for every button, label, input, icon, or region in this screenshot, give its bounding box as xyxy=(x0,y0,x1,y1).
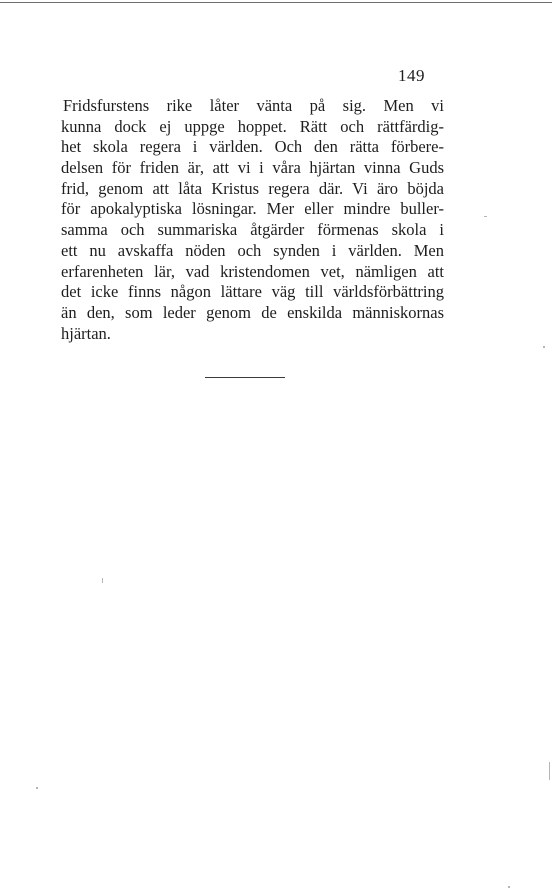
text-line: het skola regera i världen. Och den rätta förbere- xyxy=(61,137,444,157)
text-line: det icke finns någon lättare väg till världsförbättring xyxy=(61,282,444,302)
scan-speck xyxy=(508,886,510,888)
text-line: för apokalyptiska lösningar. Mer eller mindre buller- xyxy=(61,199,444,219)
scan-speck xyxy=(36,787,38,789)
body-paragraph xyxy=(61,96,444,344)
text-line: kunna dock ej uppge hoppet. Rätt och rättfärdig- xyxy=(61,116,444,136)
scan-speck xyxy=(543,346,545,348)
text-line: än den, som leder genom de enskilda människornas xyxy=(61,302,444,322)
text-line: Fridsfurstens rike låter vänta på sig. Men vi xyxy=(63,96,444,115)
text-line: delsen för friden är, att vi i våra hjärtan vinna Guds xyxy=(61,158,444,178)
section-divider xyxy=(205,377,285,378)
top-edge-rule xyxy=(0,2,552,3)
text-line: samma och summariska åtgärder förmenas skola i xyxy=(61,220,444,240)
scan-speck xyxy=(102,578,103,583)
text-line: erfarenheten lär, vad kristendomen vet, nämligen att xyxy=(61,261,444,281)
text-line: ett nu avskaffa nöden och synden i världen. Men xyxy=(61,240,444,260)
text-line: frid, genom att låta Kristus regera där. Vi äro böjda xyxy=(61,178,444,198)
scan-speck xyxy=(484,216,487,217)
page-number: 149 xyxy=(398,66,425,85)
text-line: hjärtan. xyxy=(61,323,111,343)
scan-speck xyxy=(549,762,550,780)
